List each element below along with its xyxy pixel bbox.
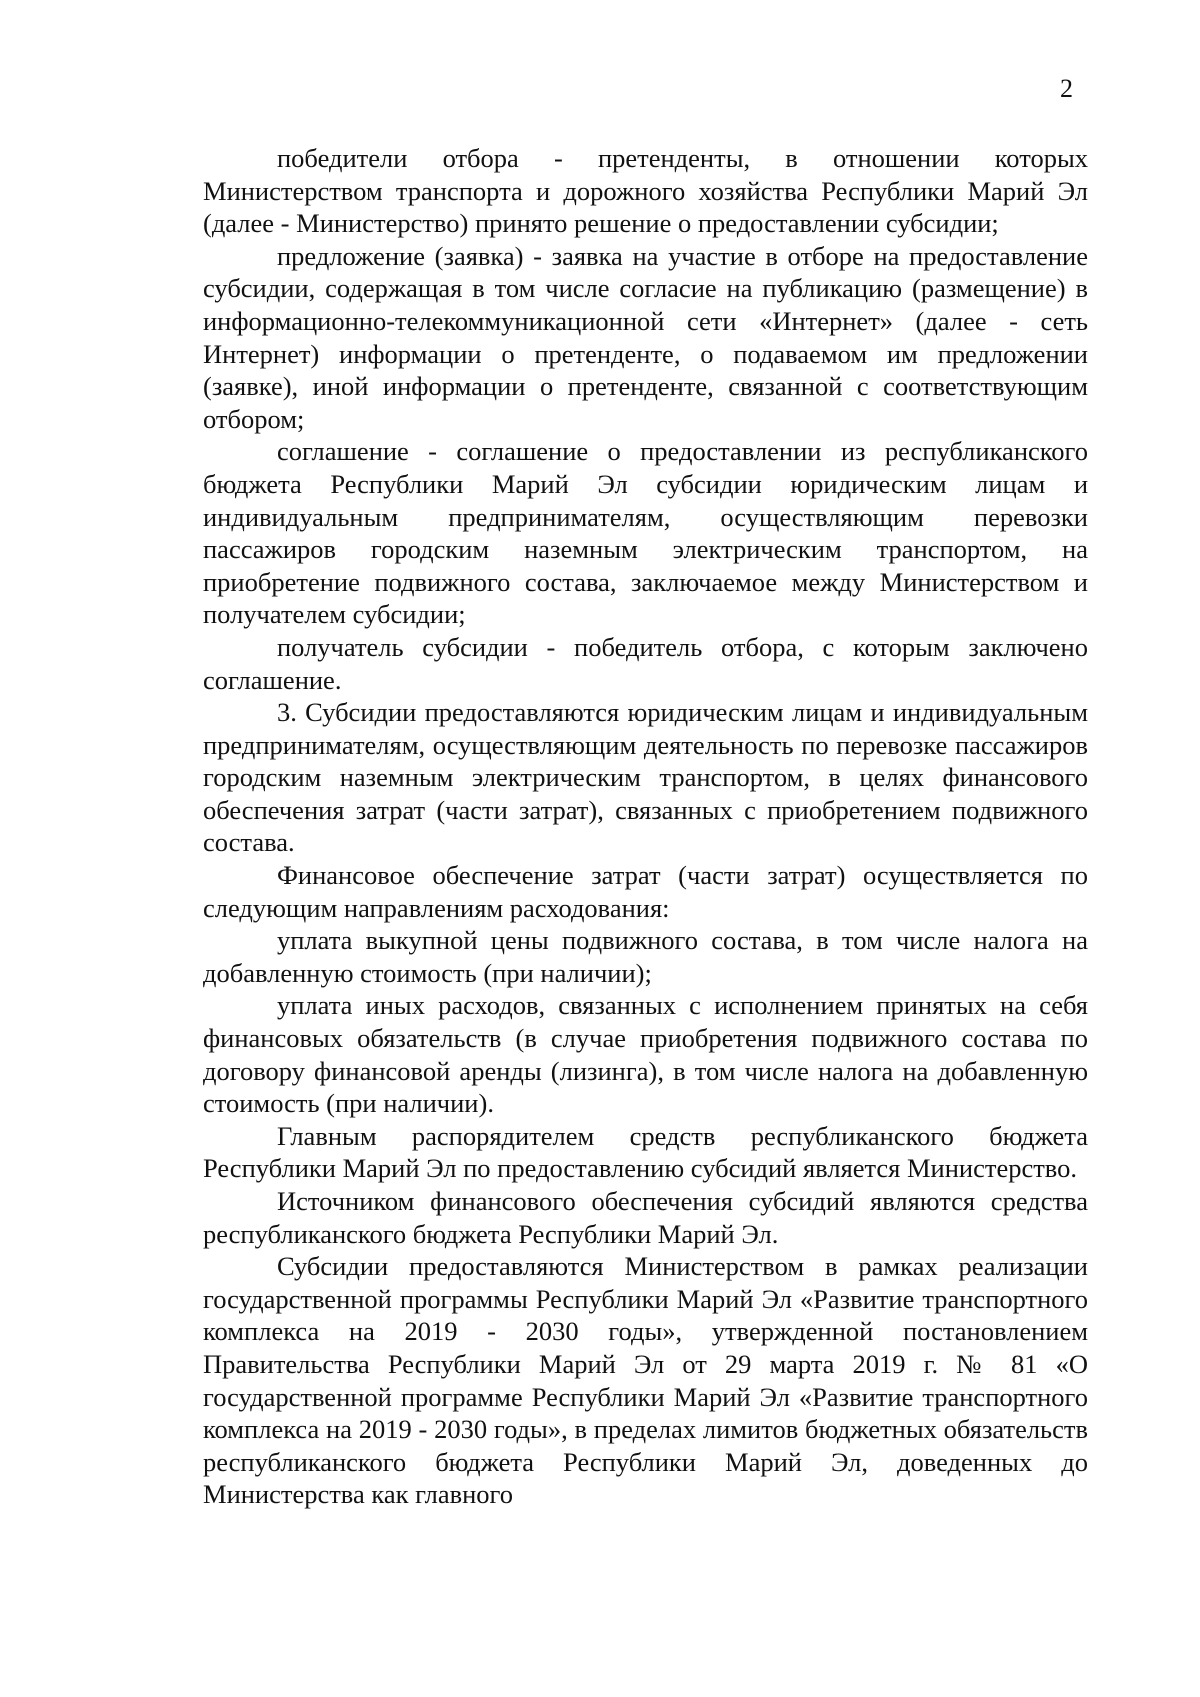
document-body — [203, 142, 1088, 1511]
paragraph-funding-source: Источником финансового обеспечения субсидий являются средства республиканского бюджета Республики Марий Эл. — [203, 1186, 1088, 1249]
paragraph-financing-directions: Финансовое обеспечение затрат (части затрат) осуществляется по следующим направлениям расходования: — [203, 860, 1088, 923]
paragraph-purchase-price: уплата выкупной цены подвижного состава, в том числе налога на добавленную стоимость (при наличии); — [203, 925, 1088, 988]
page-number: 2 — [1060, 74, 1073, 103]
paragraph-state-program: Субсидии предоставляются Министерством в рамках реализации государственной программы Республики Марий Эл «Развитие транспортного комплекса на 2019 - 2030 годы», утвержденной постановлением Правительства Республики Марий Эл от 29 марта 2019 г. № 81 «О государственной программе Республики Марий Эл «Развитие транспортного комплекса на 2019 - 2030 годы», в пределах лимитов бюджетных обязательств республиканского бюджета Республики Марий Эл, доведенных до Министерства как главного — [203, 1251, 1088, 1510]
paragraph-agreement-definition: соглашение - соглашение о предоставлении из республиканского бюджета Республики Марий Эл субсидии юридическим лицам и индивидуальным предпринимателям, осуществляющим перевозки пассажиров городским наземным электрическим транспортом, на приобретение подвижного состава, заключаемое между Министерством и получателем субсидии; — [203, 436, 1088, 630]
paragraph-recipient-definition: получатель субсидии - победитель отбора, с которым заключено соглашение. — [203, 631, 1088, 695]
paragraph-other-expenses: уплата иных расходов, связанных с исполнением принятых на себя финансовых обязательств (в случае приобретения подвижного состава по договору финансовой аренды (лизинга), в том числе налога на добавленную стоимость (при наличии). — [203, 990, 1088, 1119]
paragraph-winners-definition: победители отбора - претенденты, в отношении которых Министерством транспорта и дорожного хозяйства Республики Марий Эл (далее - Министерство) принято решение о предоставлении субсидии; — [203, 143, 1088, 239]
paragraph-chief-administrator: Главным распорядителем средств республиканского бюджета Республики Марий Эл по предоставлению субсидий является Министерство. — [203, 1120, 1088, 1184]
paragraph-clause-3: 3. Субсидии предоставляются юридическим лицам и индивидуальным предпринимателям, осуществляющим деятельность по перевозке пассажиров городским наземным электрическим транспортом, в целях финансового обеспечения затрат (части затрат), связанных с приобретением подвижного состава. — [203, 697, 1088, 858]
paragraph-proposal-definition: предложение (заявка) - заявка на участие в отборе на предоставление субсидии, содержащая в том числе согласие на публикацию (размещение) в информационно-телекоммуникационной сети «Интернет» (далее - сеть Интернет) информации о претенденте, о подаваемом им предложении (заявке), иной информации о претенденте, связанной с соответствующим отбором; — [203, 240, 1088, 434]
